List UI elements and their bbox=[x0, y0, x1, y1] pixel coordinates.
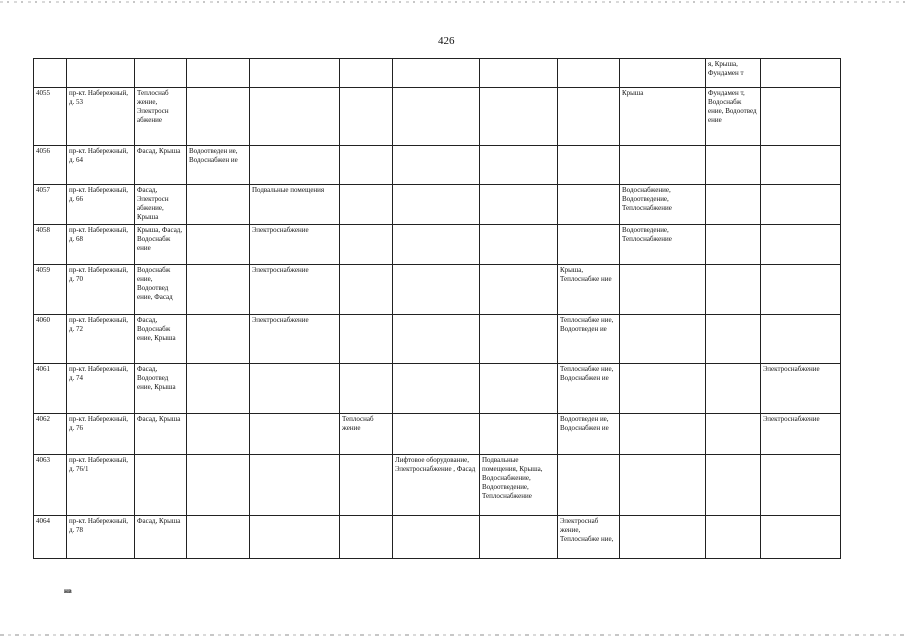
table-cell bbox=[761, 185, 841, 225]
table-cell: Теплоснаб жение bbox=[340, 414, 393, 455]
table-cell: Электроснабжение bbox=[250, 225, 340, 265]
table-cell: пр-кт. Набережный, д. 74 bbox=[67, 364, 135, 414]
table-cell bbox=[620, 315, 706, 364]
table-cell bbox=[34, 59, 67, 88]
table-cell bbox=[67, 59, 135, 88]
table-cell: Электроснаб жение, Теплоснабже ние, bbox=[558, 516, 620, 559]
table-cell bbox=[761, 146, 841, 185]
table-cell: Водоотведение, Теплоснабжение bbox=[620, 225, 706, 265]
registry-table bbox=[33, 58, 841, 559]
table-cell bbox=[620, 146, 706, 185]
table-row bbox=[34, 455, 841, 516]
scan-edge-bottom bbox=[0, 634, 905, 636]
table-cell bbox=[393, 59, 480, 88]
table-cell: Водоснабж ение, Водоотвед ение, Фасад bbox=[135, 265, 187, 315]
table-cell: 4060 bbox=[34, 315, 67, 364]
table-cell bbox=[761, 59, 841, 88]
scan-edge-top bbox=[0, 1, 905, 3]
table-cell: 4062 bbox=[34, 414, 67, 455]
table-cell bbox=[480, 146, 558, 185]
table-row bbox=[34, 59, 841, 88]
table-cell bbox=[250, 364, 340, 414]
table-cell bbox=[340, 146, 393, 185]
table-cell: я, Крыша, Фундамен т bbox=[706, 59, 761, 88]
table-cell bbox=[761, 455, 841, 516]
table-cell bbox=[393, 225, 480, 265]
table-cell: Электроснабжение bbox=[250, 315, 340, 364]
table-cell bbox=[340, 516, 393, 559]
table-cell: 4063 bbox=[34, 455, 67, 516]
table-cell bbox=[393, 265, 480, 315]
table-cell bbox=[620, 516, 706, 559]
table-cell bbox=[620, 414, 706, 455]
table-cell bbox=[761, 315, 841, 364]
table-cell: пр-кт. Набережный, д. 72 bbox=[67, 315, 135, 364]
table-cell bbox=[187, 185, 250, 225]
table-cell: Крыша bbox=[620, 88, 706, 146]
table-cell: Фасад, Крыша bbox=[135, 414, 187, 455]
table-cell: Теплоснаб жение, Электросн абжение bbox=[135, 88, 187, 146]
registry-table-body bbox=[34, 59, 841, 559]
table-cell bbox=[480, 516, 558, 559]
table-cell bbox=[187, 364, 250, 414]
table-cell: Водоснабжение, Водоотведение, Теплоснабжение bbox=[620, 185, 706, 225]
table-cell: Электроснабжение bbox=[761, 364, 841, 414]
table-cell bbox=[480, 265, 558, 315]
table-cell: Водоотведен ие, Водоснабжен ие bbox=[558, 414, 620, 455]
table-cell bbox=[187, 315, 250, 364]
table-row bbox=[34, 88, 841, 146]
table-cell bbox=[761, 265, 841, 315]
table-cell: пр-кт. Набережный, д. 76 bbox=[67, 414, 135, 455]
table-cell bbox=[558, 455, 620, 516]
table-cell bbox=[393, 364, 480, 414]
table-cell bbox=[340, 88, 393, 146]
table-row bbox=[34, 414, 841, 455]
table-cell: Теплоснабже ние, Водоотведен ие bbox=[558, 315, 620, 364]
table-cell bbox=[187, 88, 250, 146]
table-cell bbox=[340, 455, 393, 516]
table-cell bbox=[558, 88, 620, 146]
table-cell bbox=[340, 265, 393, 315]
table-cell: Фасад, Водоснабж ение, Крыша bbox=[135, 315, 187, 364]
table-cell: Подвальные помещения bbox=[250, 185, 340, 225]
table-cell bbox=[706, 364, 761, 414]
table-cell: Теплоснабже ние, Водоснабжен ие bbox=[558, 364, 620, 414]
table-cell bbox=[706, 185, 761, 225]
table-cell: Подвальные помещения, Крыша, Водоснабжение, Водоотведение, Теплоснабжение bbox=[480, 455, 558, 516]
table-cell bbox=[250, 59, 340, 88]
table-cell: пр-кт. Набережный, д. 66 bbox=[67, 185, 135, 225]
table-cell bbox=[250, 455, 340, 516]
table-cell bbox=[393, 315, 480, 364]
table-cell bbox=[340, 364, 393, 414]
table-cell bbox=[340, 185, 393, 225]
table-cell bbox=[250, 414, 340, 455]
table-cell bbox=[250, 146, 340, 185]
table-cell bbox=[558, 225, 620, 265]
table-cell bbox=[620, 59, 706, 88]
page-number: 426 bbox=[438, 35, 455, 47]
table-cell bbox=[340, 225, 393, 265]
table-cell bbox=[706, 315, 761, 364]
table-cell bbox=[480, 315, 558, 364]
table-cell bbox=[187, 516, 250, 559]
table-cell bbox=[340, 315, 393, 364]
table-cell: Фасад, Электросн абжение, Крыша bbox=[135, 185, 187, 225]
table-cell: 4057 bbox=[34, 185, 67, 225]
table-cell bbox=[393, 88, 480, 146]
table-cell: Электроснабжение bbox=[250, 265, 340, 315]
table-cell bbox=[761, 516, 841, 559]
table-cell: Электроснабжение bbox=[761, 414, 841, 455]
table-row bbox=[34, 225, 841, 265]
table-cell: пр-кт. Набережный, д. 76/1 bbox=[67, 455, 135, 516]
footer-mark: нв bbox=[64, 587, 72, 595]
table-cell bbox=[706, 225, 761, 265]
table-row bbox=[34, 315, 841, 364]
table-cell: 4059 bbox=[34, 265, 67, 315]
table-cell bbox=[558, 59, 620, 88]
table-row bbox=[34, 146, 841, 185]
table-cell bbox=[393, 516, 480, 559]
table-cell: Крыша, Теплоснабже ние bbox=[558, 265, 620, 315]
table-cell: 4061 bbox=[34, 364, 67, 414]
table-cell bbox=[187, 455, 250, 516]
table-cell bbox=[187, 265, 250, 315]
table-cell: Фасад, Крыша bbox=[135, 146, 187, 185]
table-cell bbox=[187, 225, 250, 265]
table-cell bbox=[706, 146, 761, 185]
table-cell bbox=[761, 88, 841, 146]
table-cell bbox=[480, 225, 558, 265]
table-cell bbox=[558, 146, 620, 185]
table-cell bbox=[706, 265, 761, 315]
table-cell bbox=[558, 185, 620, 225]
table-cell: Крыша, Фасад, Водоснабж ение bbox=[135, 225, 187, 265]
table-cell bbox=[480, 364, 558, 414]
table-cell bbox=[187, 414, 250, 455]
table-cell bbox=[761, 225, 841, 265]
table-cell: Водоотведен ие, Водоснабжен ие bbox=[187, 146, 250, 185]
table-cell bbox=[480, 414, 558, 455]
table-cell bbox=[393, 185, 480, 225]
table-cell bbox=[620, 455, 706, 516]
table-cell bbox=[620, 265, 706, 315]
table-cell bbox=[620, 364, 706, 414]
table-cell: 4056 bbox=[34, 146, 67, 185]
table-row bbox=[34, 364, 841, 414]
table-row bbox=[34, 516, 841, 559]
table-cell: Лифтовое оборудование, Электроснабжение , Фасад bbox=[393, 455, 480, 516]
table-cell bbox=[480, 88, 558, 146]
table-cell bbox=[250, 88, 340, 146]
table-cell: Фасад, Крыша bbox=[135, 516, 187, 559]
table-cell: пр-кт. Набережный, д. 70 bbox=[67, 265, 135, 315]
table-row bbox=[34, 265, 841, 315]
table-row bbox=[34, 185, 841, 225]
table-cell bbox=[393, 414, 480, 455]
table-cell bbox=[393, 146, 480, 185]
table-cell bbox=[706, 414, 761, 455]
table-cell bbox=[340, 59, 393, 88]
table-cell bbox=[250, 516, 340, 559]
table-cell: пр-кт. Набережный, д. 64 bbox=[67, 146, 135, 185]
table-cell bbox=[706, 455, 761, 516]
table-cell: пр-кт. Набережный, д. 78 bbox=[67, 516, 135, 559]
table-cell bbox=[187, 59, 250, 88]
table-cell bbox=[135, 455, 187, 516]
table-cell: 4055 bbox=[34, 88, 67, 146]
table-cell bbox=[480, 185, 558, 225]
table-cell: Фасад, Водоотвед ение, Крыша bbox=[135, 364, 187, 414]
table-cell: 4058 bbox=[34, 225, 67, 265]
table-cell: Фундамен т, Водоснабж ение, Водоотвед ение bbox=[706, 88, 761, 146]
table-cell: 4064 bbox=[34, 516, 67, 559]
table-cell bbox=[135, 59, 187, 88]
table-cell bbox=[480, 59, 558, 88]
table-cell: пр-кт. Набережный, д. 68 bbox=[67, 225, 135, 265]
table-cell bbox=[706, 516, 761, 559]
table-cell: пр-кт. Набережный, д. 53 bbox=[67, 88, 135, 146]
